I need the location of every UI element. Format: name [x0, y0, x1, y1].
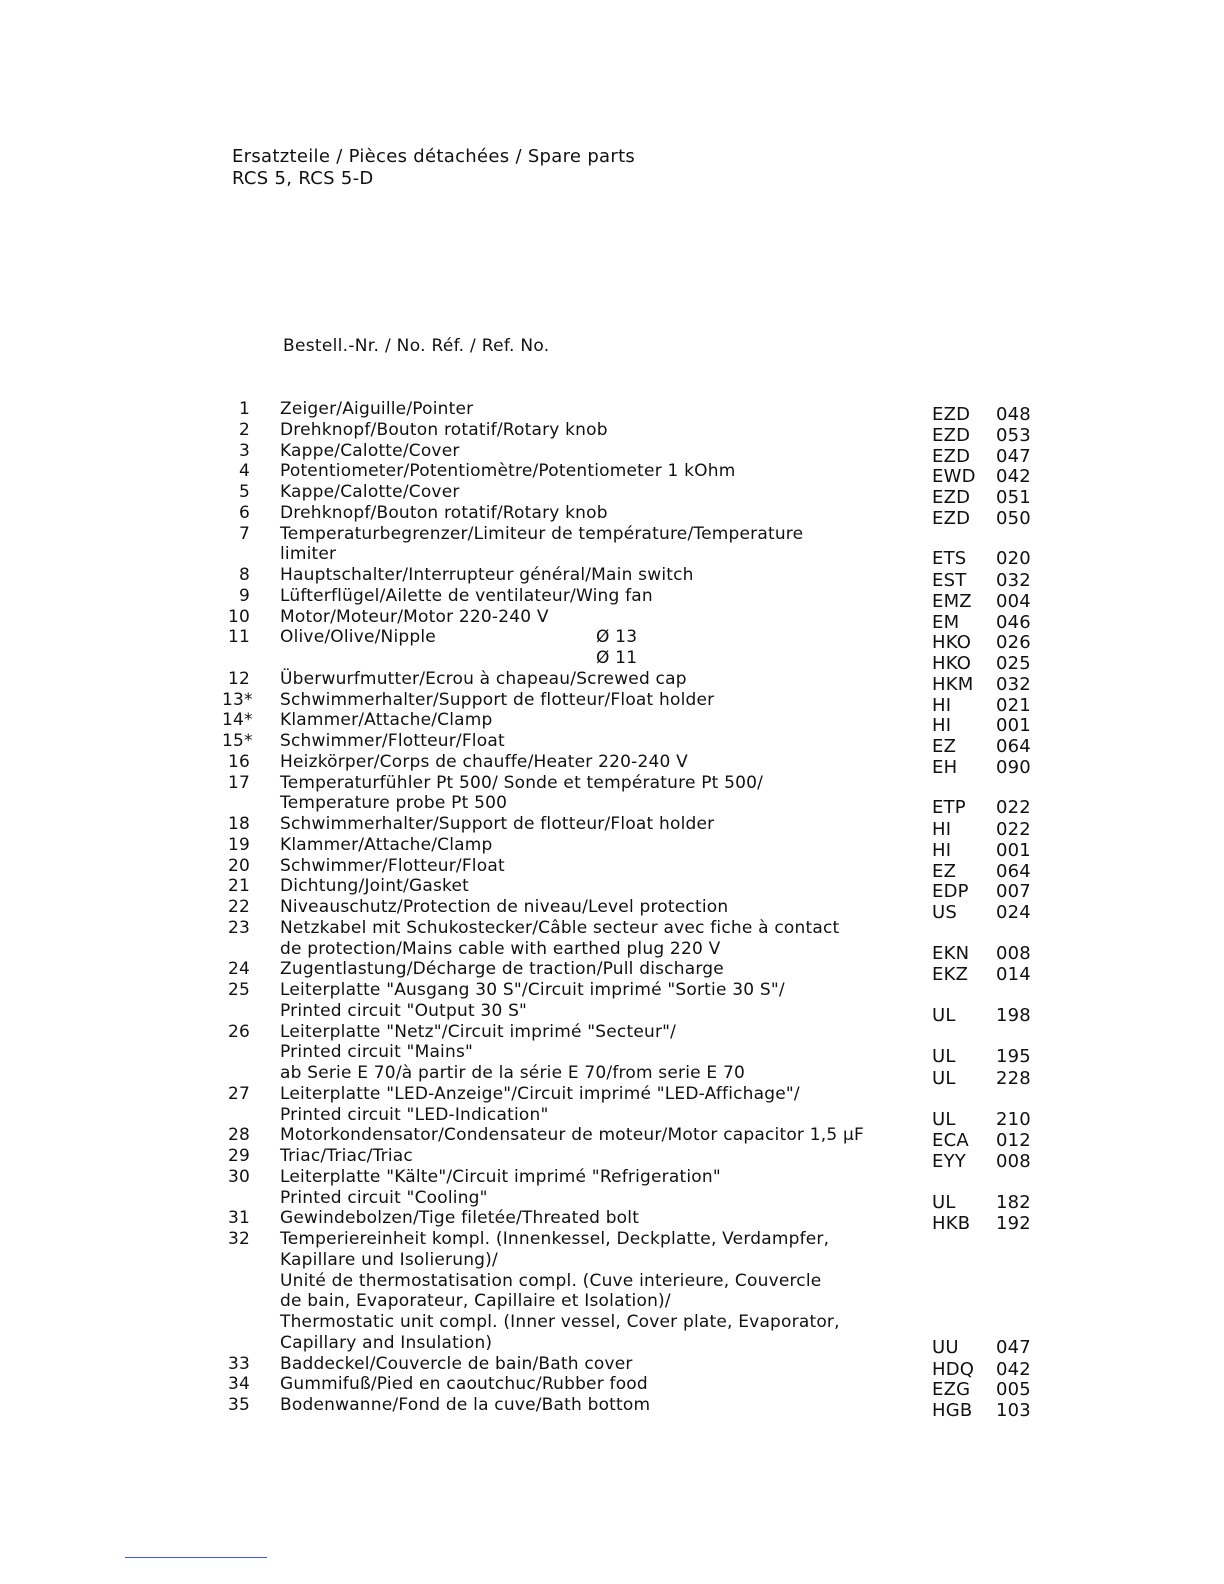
part-code: US — [932, 902, 958, 923]
item-number: 6 — [238, 502, 250, 523]
item-description: limiter — [280, 544, 337, 565]
part-ref-number: 042 — [996, 1358, 1031, 1380]
item-description: Leiterplatte "Netz"/Circuit imprimé "Secteur"/ — [280, 1021, 677, 1042]
item-description: Niveauschutz/Protection de niveau/Level protection — [280, 897, 729, 917]
item-description: Drehknopf/Bouton rotatif/Rotary knob — [280, 502, 608, 523]
part-ref-number: 007 — [996, 881, 1031, 903]
part-ref-number: 182 — [996, 1191, 1031, 1213]
part-ref-number: 005 — [996, 1379, 1031, 1401]
item-number: 30 — [227, 1166, 250, 1187]
part-code: EZ — [932, 736, 957, 757]
item-description: de bain, Evaporateur, Capillaire et Isolation)/ — [280, 1291, 671, 1312]
item-number: 32 — [227, 1229, 250, 1249]
item-number: 27 — [227, 1083, 250, 1104]
part-ref-number: 050 — [996, 507, 1031, 529]
item-description: de protection/Mains cable with earthed plug 220 V — [280, 938, 721, 959]
part-ref-number: 195 — [996, 1046, 1031, 1068]
part-code: EZ — [932, 860, 957, 882]
part-ref-number: 032 — [996, 673, 1031, 695]
item-description: Kappe/Calotte/Cover — [280, 440, 460, 461]
item-description: Temperature probe Pt 500 — [280, 793, 508, 814]
item-description: Printed circuit "LED-Indication" — [280, 1104, 549, 1125]
part-ref-number: 198 — [996, 1004, 1031, 1026]
item-description: Temperaturbegrenzer/Limiteur de température/Temperature — [280, 523, 804, 544]
item-description: ab Serie E 70/à partir de la série E 70/from serie E 70 — [280, 1063, 745, 1083]
item-number: 13* — [222, 689, 253, 710]
item-description: Triac/Triac/Triac — [280, 1146, 413, 1166]
part-code: EDP — [932, 881, 969, 903]
item-description: Capillary and Insulation) — [280, 1332, 493, 1353]
part-code: EKZ — [932, 964, 969, 986]
part-ref-number: 053 — [996, 424, 1031, 446]
part-code: EZD — [932, 507, 971, 529]
item-description: Zugentlastung/Décharge de traction/Pull discharge — [280, 959, 724, 980]
part-code: UU — [932, 1336, 959, 1358]
item-number: 28 — [227, 1125, 250, 1146]
part-code: HI — [932, 715, 952, 737]
part-ref-number: 001 — [996, 715, 1031, 737]
item-number: 34 — [227, 1374, 250, 1395]
diameter-label: Ø 11 — [596, 648, 638, 668]
part-ref-number: 047 — [996, 445, 1031, 467]
part-code: HGB — [932, 1400, 973, 1421]
part-code: HI — [932, 694, 952, 716]
item-description: Printed circuit "Cooling" — [280, 1187, 488, 1208]
part-code: EM — [932, 611, 960, 633]
item-description: Kappe/Calotte/Cover — [280, 482, 460, 502]
diameter-label: Ø 13 — [596, 627, 638, 648]
item-description: Gewindebolzen/Tige filetée/Threated bolt — [280, 1208, 640, 1229]
item-description: Leiterplatte "Ausgang 30 S"/Circuit imprimé "Sortie 30 S"/ — [280, 980, 785, 1000]
part-ref-number: 026 — [996, 632, 1031, 654]
item-number: 35 — [227, 1395, 250, 1415]
part-ref-number: 046 — [996, 611, 1031, 633]
part-ref-number: 064 — [996, 736, 1031, 757]
item-description: Dichtung/Joint/Gasket — [280, 876, 469, 897]
part-ref-number: 042 — [996, 466, 1031, 488]
item-number: 15* — [222, 731, 253, 751]
part-ref-number: 025 — [996, 653, 1031, 674]
part-code: UL — [932, 1046, 956, 1068]
part-code: UL — [932, 1191, 956, 1213]
item-number: 1 — [238, 399, 250, 419]
part-ref-number: 228 — [996, 1068, 1031, 1089]
item-number: 20 — [227, 855, 250, 876]
item-number: 2 — [238, 419, 250, 440]
part-code: EYY — [932, 1151, 966, 1172]
item-description: Temperiereinheit kompl. (Innenkessel, Deckplatte, Verdampfer, — [280, 1229, 830, 1249]
item-number: 3 — [238, 440, 250, 461]
part-code: EWD — [932, 466, 976, 488]
item-description: Olive/Olive/Nipple — [280, 627, 436, 648]
item-description: Potentiometer/Potentiomètre/Potentiometer 1 kOhm — [280, 461, 736, 482]
item-number: 23 — [227, 917, 250, 938]
part-code: HKB — [932, 1213, 971, 1235]
item-number: 8 — [238, 565, 250, 585]
part-code: HDQ — [932, 1358, 975, 1380]
item-number: 14* — [222, 710, 253, 731]
document-title: Ersatzteile / Pièces détachées / Spare parts — [232, 146, 636, 167]
part-code: EZD — [932, 487, 971, 508]
item-description: Motor/Moteur/Motor 220-240 V — [280, 606, 549, 627]
part-code: HI — [932, 839, 952, 861]
ref-column-header: Bestell.-Nr. / No. Réf. / Ref. No. — [283, 336, 550, 356]
part-ref-number: 064 — [996, 860, 1031, 882]
item-description: Baddeckel/Couvercle de bain/Bath cover — [280, 1353, 633, 1374]
item-description: Netzkabel mit Schukostecker/Câble secteur avec fiche à contact — [280, 917, 840, 938]
item-description: Heizkörper/Corps de chauffe/Heater 220-240 V — [280, 751, 688, 772]
item-number: 21 — [227, 876, 250, 897]
item-number: 16 — [227, 751, 250, 772]
part-ref-number: 008 — [996, 942, 1031, 964]
item-number: 25 — [227, 980, 250, 1000]
part-ref-number: 012 — [996, 1130, 1031, 1152]
part-ref-number: 022 — [996, 797, 1031, 819]
item-description: Leiterplatte "LED-Anzeige"/Circuit imprimé "LED-Affichage"/ — [280, 1083, 800, 1104]
part-ref-number: 020 — [996, 548, 1031, 570]
item-number: 24 — [227, 959, 250, 980]
item-number: 33 — [227, 1353, 250, 1374]
item-number: 7 — [238, 523, 250, 544]
part-code: EZD — [932, 404, 971, 425]
item-description: Leiterplatte "Kälte"/Circuit imprimé "Refrigeration" — [280, 1166, 721, 1187]
item-description: Schwimmer/Flotteur/Float — [280, 855, 505, 876]
part-code: EKN — [932, 942, 970, 964]
item-description: Schwimmerhalter/Support de flotteur/Float holder — [280, 814, 715, 834]
item-number: 4 — [238, 461, 250, 482]
part-code: EMZ — [932, 590, 972, 612]
item-number: 10 — [227, 606, 250, 627]
part-ref-number: 103 — [996, 1400, 1031, 1421]
item-number: 18 — [227, 814, 250, 834]
part-code: HKO — [932, 653, 972, 674]
item-number: 22 — [227, 897, 250, 917]
item-number: 5 — [238, 482, 250, 502]
item-description: Lüfterflügel/Ailette de ventilateur/Wing fan — [280, 585, 653, 606]
item-description: Zeiger/Aiguille/Pointer — [280, 399, 474, 419]
part-ref-number: 210 — [996, 1108, 1031, 1130]
part-ref-number: 047 — [996, 1336, 1031, 1358]
part-code: UL — [932, 1068, 956, 1089]
item-description: Drehknopf/Bouton rotatif/Rotary knob — [280, 419, 608, 440]
part-ref-number: 014 — [996, 964, 1031, 986]
document-models: RCS 5, RCS 5-D — [232, 168, 374, 189]
item-number: 17 — [227, 772, 250, 793]
footer-rule — [125, 1557, 267, 1558]
item-description: Temperaturfühler Pt 500/ Sonde et température Pt 500/ — [280, 772, 764, 793]
part-code: EZD — [932, 424, 971, 446]
item-description: Printed circuit "Output 30 S" — [280, 1000, 528, 1021]
part-ref-number: 021 — [996, 694, 1031, 716]
part-code: ETP — [932, 797, 966, 819]
part-code: HKO — [932, 632, 972, 654]
part-code: EST — [932, 570, 967, 591]
part-code: HKM — [932, 673, 974, 695]
part-code: HI — [932, 819, 952, 840]
part-ref-number: 001 — [996, 839, 1031, 861]
item-number: 12 — [227, 668, 250, 689]
part-code: EZD — [932, 445, 971, 467]
item-description: Thermostatic unit compl. (Inner vessel, Cover plate, Evaporator, — [280, 1312, 840, 1332]
item-number: 11 — [227, 627, 250, 648]
item-description: Hauptschalter/Interrupteur général/Main switch — [280, 565, 694, 585]
item-description: Klammer/Attache/Clamp — [280, 834, 493, 855]
part-code: ETS — [932, 548, 967, 570]
part-ref-number: 008 — [996, 1151, 1031, 1172]
part-ref-number: 022 — [996, 819, 1031, 840]
item-description: Überwurfmutter/Ecrou à chapeau/Screwed cap — [280, 668, 687, 689]
item-description: Motorkondensator/Condensateur de moteur/Motor capacitor 1,5 µF — [280, 1125, 864, 1146]
item-description: Kapillare und Isolierung)/ — [280, 1249, 498, 1270]
item-description: Schwimmer/Flotteur/Float — [280, 731, 505, 751]
item-description: Printed circuit "Mains" — [280, 1042, 474, 1063]
item-description: Schwimmerhalter/Support de flotteur/Float holder — [280, 689, 715, 710]
part-ref-number: 192 — [996, 1213, 1031, 1235]
part-ref-number: 048 — [996, 404, 1031, 425]
item-number: 31 — [227, 1208, 250, 1229]
item-description: Unité de thermostatisation compl. (Cuve interieure, Couvercle — [280, 1270, 822, 1291]
part-ref-number: 024 — [996, 902, 1031, 923]
part-ref-number: 004 — [996, 590, 1031, 612]
part-ref-number: 051 — [996, 487, 1031, 508]
item-description: Klammer/Attache/Clamp — [280, 710, 493, 731]
item-description: Gummifuß/Pied en caoutchuc/Rubber food — [280, 1374, 648, 1395]
item-number: 9 — [238, 585, 250, 606]
item-description: Bodenwanne/Fond de la cuve/Bath bottom — [280, 1395, 651, 1415]
item-number: 29 — [227, 1146, 250, 1166]
part-code: UL — [932, 1108, 956, 1130]
part-code: EH — [932, 756, 958, 778]
part-code: EZG — [932, 1379, 971, 1401]
part-code: UL — [932, 1004, 956, 1026]
item-number: 19 — [227, 834, 250, 855]
item-number: 26 — [227, 1021, 250, 1042]
part-code: ECA — [932, 1130, 969, 1152]
part-ref-number: 090 — [996, 756, 1031, 778]
part-ref-number: 032 — [996, 570, 1031, 591]
